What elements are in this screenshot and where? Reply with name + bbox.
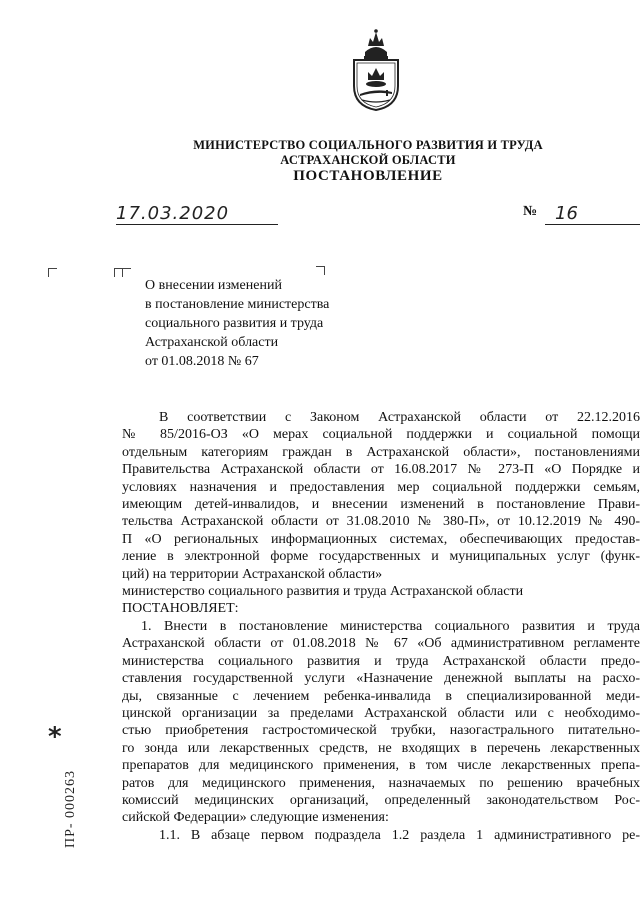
corner-mark [48, 268, 57, 277]
body-line: министерство социального развития и труда Астраханской области [122, 584, 524, 600]
date-field [116, 200, 278, 225]
margin-document-code: ПР- 000263 [63, 769, 78, 848]
body-line: цинской организации за пределами Астраханской области или с необходимо- [122, 705, 640, 721]
document-subject [145, 276, 405, 371]
body-line: В соответствии с Законом Астраханской области от 22.12.2016 [159, 410, 640, 425]
body-line: стью приобретения гастростомической трубки, назогастрального питательно- [122, 723, 640, 739]
number-value: 16 [555, 203, 578, 224]
subject-line: в постановление министерства [145, 297, 330, 312]
body-line: ПОСТАНОВЛЯЕТ: [122, 601, 239, 617]
number-label: № [523, 204, 538, 219]
body-line: Астраханской области от 01.08.2018 № 67 «Об административном регламенте [122, 636, 640, 652]
body-line: препаратов для медицинского применения, в том числе лекарственных препа- [122, 758, 640, 774]
body-line: имеющим детей-инвалидов, и внесении изменений в постановление Прави- [122, 497, 640, 513]
margin-asterisk-mark: * [48, 722, 62, 752]
corner-mark [122, 268, 131, 277]
body-line: № 85/2016-ОЗ «О мерах социальной поддержки и социальной помощи [122, 427, 640, 443]
date-value: 17.03.2020 [116, 203, 230, 224]
body-line: Правительства Астраханской области от 16.08.2017 № 273-П «О Порядке и [122, 462, 640, 478]
body-line: го зонда или лекарственных средств, не входящих в перечень лекарственных [122, 740, 640, 756]
body-line: комиссий медицинских организаций, определенный законодательством Рос- [122, 792, 640, 808]
corner-mark [316, 266, 325, 275]
subject-line: Астраханской области [145, 335, 279, 350]
body-line: министерства социального развития и труда Астраханской области предо- [122, 653, 640, 669]
document-body [122, 409, 640, 844]
body-line: ление в электронной форме государственных и муниципальных услуг (функ- [122, 549, 640, 565]
subject-line: от 01.08.2018 № 67 [145, 354, 259, 369]
astrakhan-coat-of-arms-icon [348, 28, 404, 112]
organization-name-line-2: АСТРАХАНСКОЙ ОБЛАСТИ [280, 153, 456, 167]
body-line: тельства Астраханской области от 31.08.2010 № 380-П», от 10.12.2019 № 490- [122, 514, 640, 530]
organization-name-line-1: МИНИСТЕРСТВО СОЦИАЛЬНОГО РАЗВИТИЯ И ТРУДА [193, 138, 543, 152]
body-line: условиях назначения и предоставления мер социальной поддержки семьям, [122, 479, 640, 495]
document-type-title: ПОСТАНОВЛЕНИЕ [293, 168, 443, 184]
body-line: сийской Федерации» следующие изменения: [122, 810, 389, 826]
body-line: ды, связанные с лечением ребенка-инвалида в специализированной меди- [122, 688, 640, 704]
body-line: 1. Внести в постановление министерства социального развития и труда [141, 618, 640, 634]
body-line: ставления государственной услуги «Назначение денежной выплаты на расхо- [122, 671, 640, 687]
subject-line: О внесении изменений [145, 278, 282, 293]
body-line: П «О региональных информационных системах, обеспечивающих предостав- [122, 531, 640, 547]
number-field [545, 200, 640, 225]
body-line: ций) на территории Астраханской области» [122, 566, 383, 582]
body-line: 1.1. В абзаце первом подраздела 1.2 раздела 1 административного ре- [159, 827, 640, 843]
subject-line: социального развития и труда [145, 316, 324, 331]
body-line: ратов для медицинского применения, назначаемых по решению врачебных [122, 775, 640, 791]
body-line: отдельным категориям граждан в Астраханской области», постановлениями [122, 444, 640, 460]
